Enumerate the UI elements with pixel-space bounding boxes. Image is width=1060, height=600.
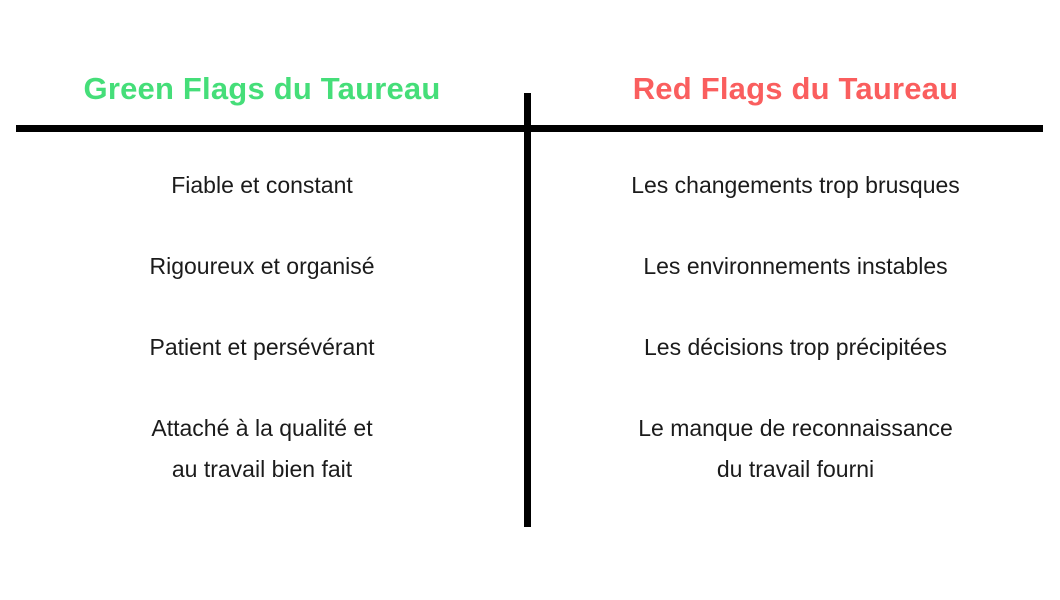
list-item-line: au travail bien fait: [171, 456, 353, 482]
list-item-line: Le manque de reconnaissance: [638, 415, 953, 441]
list-item: [531, 165, 1060, 206]
list-item: [0, 327, 524, 368]
list-item-line: Les changements trop brusques: [631, 172, 960, 198]
list-item-line: Fiable et constant: [171, 172, 353, 198]
list-item: [0, 165, 524, 206]
list-item-line: Attaché à la qualité et: [151, 415, 373, 441]
green-flags-column: [0, 0, 524, 600]
red-flags-title: Red Flags du Taureau: [632, 71, 959, 106]
list-item-line: Les décisions trop précipitées: [644, 334, 947, 360]
list-item-line: Rigoureux et organisé: [149, 253, 375, 279]
list-item: [531, 408, 1060, 490]
column-divider-line: [524, 93, 531, 527]
red-flags-column: [531, 0, 1060, 600]
list-item-line: Les environnements instables: [643, 253, 948, 279]
list-item: [0, 408, 524, 490]
green-flags-title: Green Flags du Taureau: [83, 71, 441, 106]
list-item: [0, 246, 524, 287]
list-item: [531, 246, 1060, 287]
list-item-line: du travail fourni: [716, 456, 875, 482]
list-item: [531, 327, 1060, 368]
list-item-line: Patient et persévérant: [149, 334, 375, 360]
